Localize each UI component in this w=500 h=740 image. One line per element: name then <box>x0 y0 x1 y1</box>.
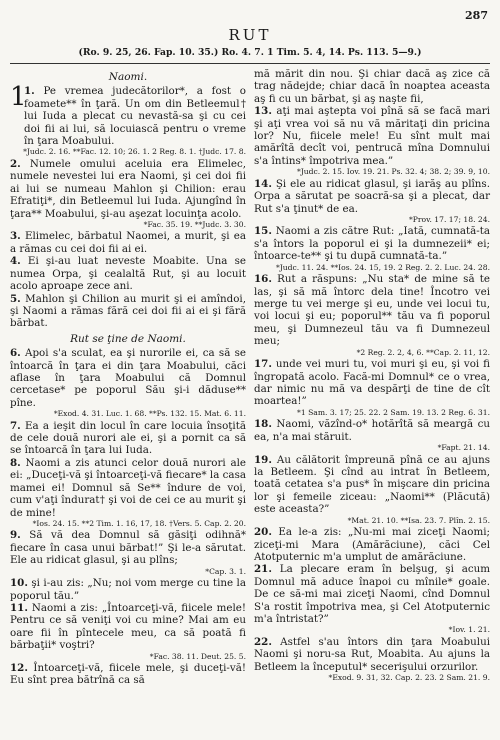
cross-reference: *Ios. 24. 15. **2 Tim. 1. 16, 17, 18. †Vers. 5. Cap. 2. 20. <box>32 518 246 528</box>
verse-text: Au călătorit împreună pînă ce au ajuns la Betleem. Şi cînd au intrat în Betleem, toată cetatea s'a pus* în mişcare din pricina lor şi femeile ziceau: „Naomi** (Plăcută) este aceasta?” <box>254 453 490 516</box>
verse-number: 22. <box>254 635 272 648</box>
verse <box>254 105 490 167</box>
verse-number: 14. <box>254 177 272 190</box>
right-column <box>254 68 490 687</box>
verse <box>254 636 490 673</box>
verse-text: Să vă dea Domnul să găsiţi odihnă* fiecare în casa unui bărbat!” Şi le-a sărutat. Ele au ridicat glasul, şi au plîns; <box>10 529 246 567</box>
verse-text: aţi mai aştepta voi pînă să se facă mari şi aţi vrea voi să nu vă măritaţi din pricina lor? Nu, fiicele mele! Eu sînt mult mai amărîtă decît voi, pentrucă mîna Domnului s'a întins* împotriva mea.” <box>254 105 490 167</box>
verse-number: 1. <box>24 85 35 98</box>
verse-number: 16. <box>254 273 272 286</box>
verse-text: Ei şi-au luat neveste Moabite. Una se numea Orpa, şi cealaltă Rut, şi au locuit acolo aproape zece ani. <box>10 255 246 293</box>
verse <box>10 255 246 292</box>
cross-reference: *2 Reg. 2. 2, 4, 6. **Cap. 2. 11, 12. <box>356 347 490 357</box>
left-column <box>10 68 246 687</box>
verse-text: Naomi a zis către Rut: „Iată, cumnată-ta s'a întors la poporul ei şi la dumnezeii* ei; întoarce-te** şi tu după cumnată-ta.” <box>254 225 490 263</box>
verse <box>10 577 246 602</box>
verse <box>10 529 246 566</box>
verse <box>10 293 246 330</box>
cross-reference: *Fac. 35. 19. **Judc. 3. 30. <box>143 219 246 229</box>
verse-text: Naomi a zis atunci celor două nurori ale ei: „Duceţi-vă şi întoarceţi-vă fiecare* la casa mamei ei! Domnul să Se** îndure de voi, cum v'aţi îndurat† şi voi de cei ce au murit şi de mine! <box>10 456 246 519</box>
verse <box>10 602 246 652</box>
verse-text: Pe vremea judecătorilor*, a fost o foamete** în ţară. Un om din Betleemul† lui Iuda a plecat cu nevastă-sa şi cu cei doi fii ai lui, să locuiască pentru o vreme în ţara Moabului. <box>24 85 246 148</box>
verse <box>254 526 490 563</box>
verse-text: Apoi s'a sculat, ea şi nurorile ei, ca să se întoarcă în ţara ei din ţara Moabului, căci aflase în ţara Moabului că Domnul cercetase* pe poporul Său şi-i dăduse** pîne. <box>10 347 246 409</box>
cross-reference: *Fac. 38. 11. Deut. 25. 5. <box>149 651 246 661</box>
verse <box>10 347 246 409</box>
cross-reference: *Cap. 3. 1. <box>205 566 246 576</box>
verse-number: 3. <box>10 230 21 243</box>
verse <box>254 273 490 347</box>
verse <box>10 457 246 519</box>
verse-text: unde vei muri tu, voi muri şi eu, şi voi fi îngropată acolo. Facă-mi Domnul* ce o vrea, dar nimic nu mă va despărţi de tine de cît moartea!” <box>254 358 490 408</box>
verse-text: Întoarceţi-vă, fiicele mele, şi duceţi-vă! Eu sînt prea bătrînă ca să <box>10 662 246 687</box>
cross-reference-header: (Ro. 9. 25, 26. Fap. 10. 35.) Ro. 4. 7. 1 Tim. 5. 4, 14. Ps. 113. 5—9.) <box>78 47 422 58</box>
verse <box>10 82 246 148</box>
verse-text: Ea le-a zis: „Nu-mi mai ziceţi Naomi; ziceţi-mi Mara (Amărăciune), căci Cel Atotputernic m'a umplut de amărăciune. <box>254 526 490 563</box>
verse <box>10 662 246 687</box>
cross-reference: *Judc. 2. 16. **Fac. 12. 10; 26. 1. 2 Reg. 8. 1. †Judc. 17. 8. <box>23 147 246 157</box>
verse-text: Naomi a zis: „Întoarceţi-vă, fiicele mele! Pentru ce să veniţi voi cu mine? Mai am eu oare fii în pîntecele meu, ca să poată fi bărbaţii* voştri? <box>10 601 246 652</box>
verse <box>10 420 246 457</box>
verse-text: Rut a răspuns: „Nu sta* de mine să te las, şi să mă întorc dela tine! Încotro vei merge tu vei merge şi eu, unde vei locui tu, voi locui şi eu; poporul** tău va fi poporul meu, şi Dumnezeul tău va fi Dumnezeul meu; <box>254 273 490 348</box>
verse-number: 10. <box>10 577 28 590</box>
verse-text: Ea a ieşit din locul în care locuia însoţită de cele două nurori ale ei, şi a pornit ca să se întoarcă în ţara lui Iuda. <box>10 419 246 457</box>
verse <box>254 454 490 516</box>
verse <box>254 563 490 625</box>
verse-number: 20. <box>254 526 272 539</box>
verse-number: 21. <box>254 563 272 576</box>
verse-number: 18. <box>254 418 272 431</box>
cross-reference: *1 Sam. 3. 17; 25. 22. 2 Sam. 19. 13. 2 Reg. 6. 31. <box>297 407 490 417</box>
verse <box>254 225 490 262</box>
verse-text: La plecare eram în belşug, şi acum Domnul mă aduce înapoi cu mînile* goale. De ce să-mi mai ziceţi Naomi, cînd Domnul S'a rostit împotriva mea, şi Cel Atotputernic m'a întristat?” <box>254 563 491 625</box>
verse-number: 17. <box>254 358 272 371</box>
verse <box>10 158 246 220</box>
cross-reference: *Prov. 17. 17; 18. 24. <box>408 214 490 224</box>
verse-number: 5. <box>10 292 21 305</box>
section-title: Rut se ţine de Naomi. <box>70 332 186 345</box>
book-title: RUT <box>228 26 272 44</box>
verse-number: 9. <box>10 529 21 542</box>
cross-reference: *Mat. 21. 10. **Isa. 23. 7. Plîn. 2. 15. <box>347 515 490 525</box>
cross-reference: *Judc. 11. 24. **Ios. 24. 15, 19. 2 Reg. 2. 2. Luc. 24. 28. <box>275 262 490 272</box>
cross-reference: *Iov. 1. 21. <box>448 625 490 635</box>
verse <box>254 418 490 443</box>
verse-text: Elimelec, bărbatul Naomei, a murit, şi ea a rămas cu cei doi fii ai ei. <box>10 230 246 255</box>
verse-text: Şi ele au ridicat glasul, şi iarăş au plîns. Orpa a sărutat pe soacră-sa şi a plecat, dar Rut s'a ţinut* de ea. <box>254 177 490 215</box>
verse-number: 4. <box>10 255 21 268</box>
header-divider <box>10 63 490 64</box>
verse <box>254 358 490 408</box>
verse-number: 15. <box>254 225 272 238</box>
verse-number: 2. <box>10 157 21 170</box>
verse-text: Astfel s'au întors din ţara Moabului Naomi şi noru-sa Rut, Moabita. Au ajuns la Betleem la începutul* secerişului orzurilor. <box>254 635 490 673</box>
verse-text: Naomi, văzînd-o* hotărîtă să meargă cu ea, n'a mai stăruit. <box>254 418 490 443</box>
verse-text: şi i-au zis: „Nu; noi vom merge cu tine la poporul tău.” <box>10 577 246 602</box>
verse-number: 12. <box>10 662 28 675</box>
cross-reference: *Fapt. 21. 14. <box>437 443 490 453</box>
page-number: 287 <box>465 9 488 22</box>
verse-text: Mahlon şi Chilion au murit şi ei amîndoi, şi Naomi a rămas fără cei doi fii ai ei şi fără bărbat. <box>10 292 246 330</box>
verse-number: 19. <box>254 453 272 466</box>
verse-text: mă mărit din nou. Şi chiar dacă aş zice că trag nădejde; chiar dacă în noaptea aceasta aş fi cu un bărbat, şi aş naşte fii, <box>254 68 490 105</box>
verse <box>254 68 490 105</box>
verse <box>254 178 490 215</box>
cross-reference: *Judc. 2. 15. Iov. 19. 21. Ps. 32. 4; 38. 2; 39. 9, 10. <box>296 167 490 177</box>
chapter-number: 1 <box>10 82 27 113</box>
verse-number: 11. <box>10 601 28 614</box>
section-title: Naomi. <box>108 71 148 83</box>
verse-text: Numele omului aceluia era Elimelec, numele nevestei lui era Naomi, şi cei doi fii ai lui se numeau Mahlon şi Chilion: erau Efratiţi*, din Betleemul lui Iuda. Ajungînd în ţara** Moabului, şi-au aşezat locuinţa acolo. <box>10 157 246 220</box>
verse-number: 8. <box>10 456 21 469</box>
cross-reference: *Exod. 9. 31, 32. Cap. 2. 23. 2 Sam. 21. 9. <box>328 673 490 683</box>
verse-number: 7. <box>10 419 21 432</box>
verse-number: 6. <box>10 347 21 360</box>
text-columns <box>10 68 490 687</box>
verse-number: 13. <box>254 105 272 118</box>
verse <box>10 230 246 255</box>
cross-reference: *Exod. 4. 31. Luc. 1. 68. **Ps. 132. 15. Mat. 6. 11. <box>53 409 246 419</box>
